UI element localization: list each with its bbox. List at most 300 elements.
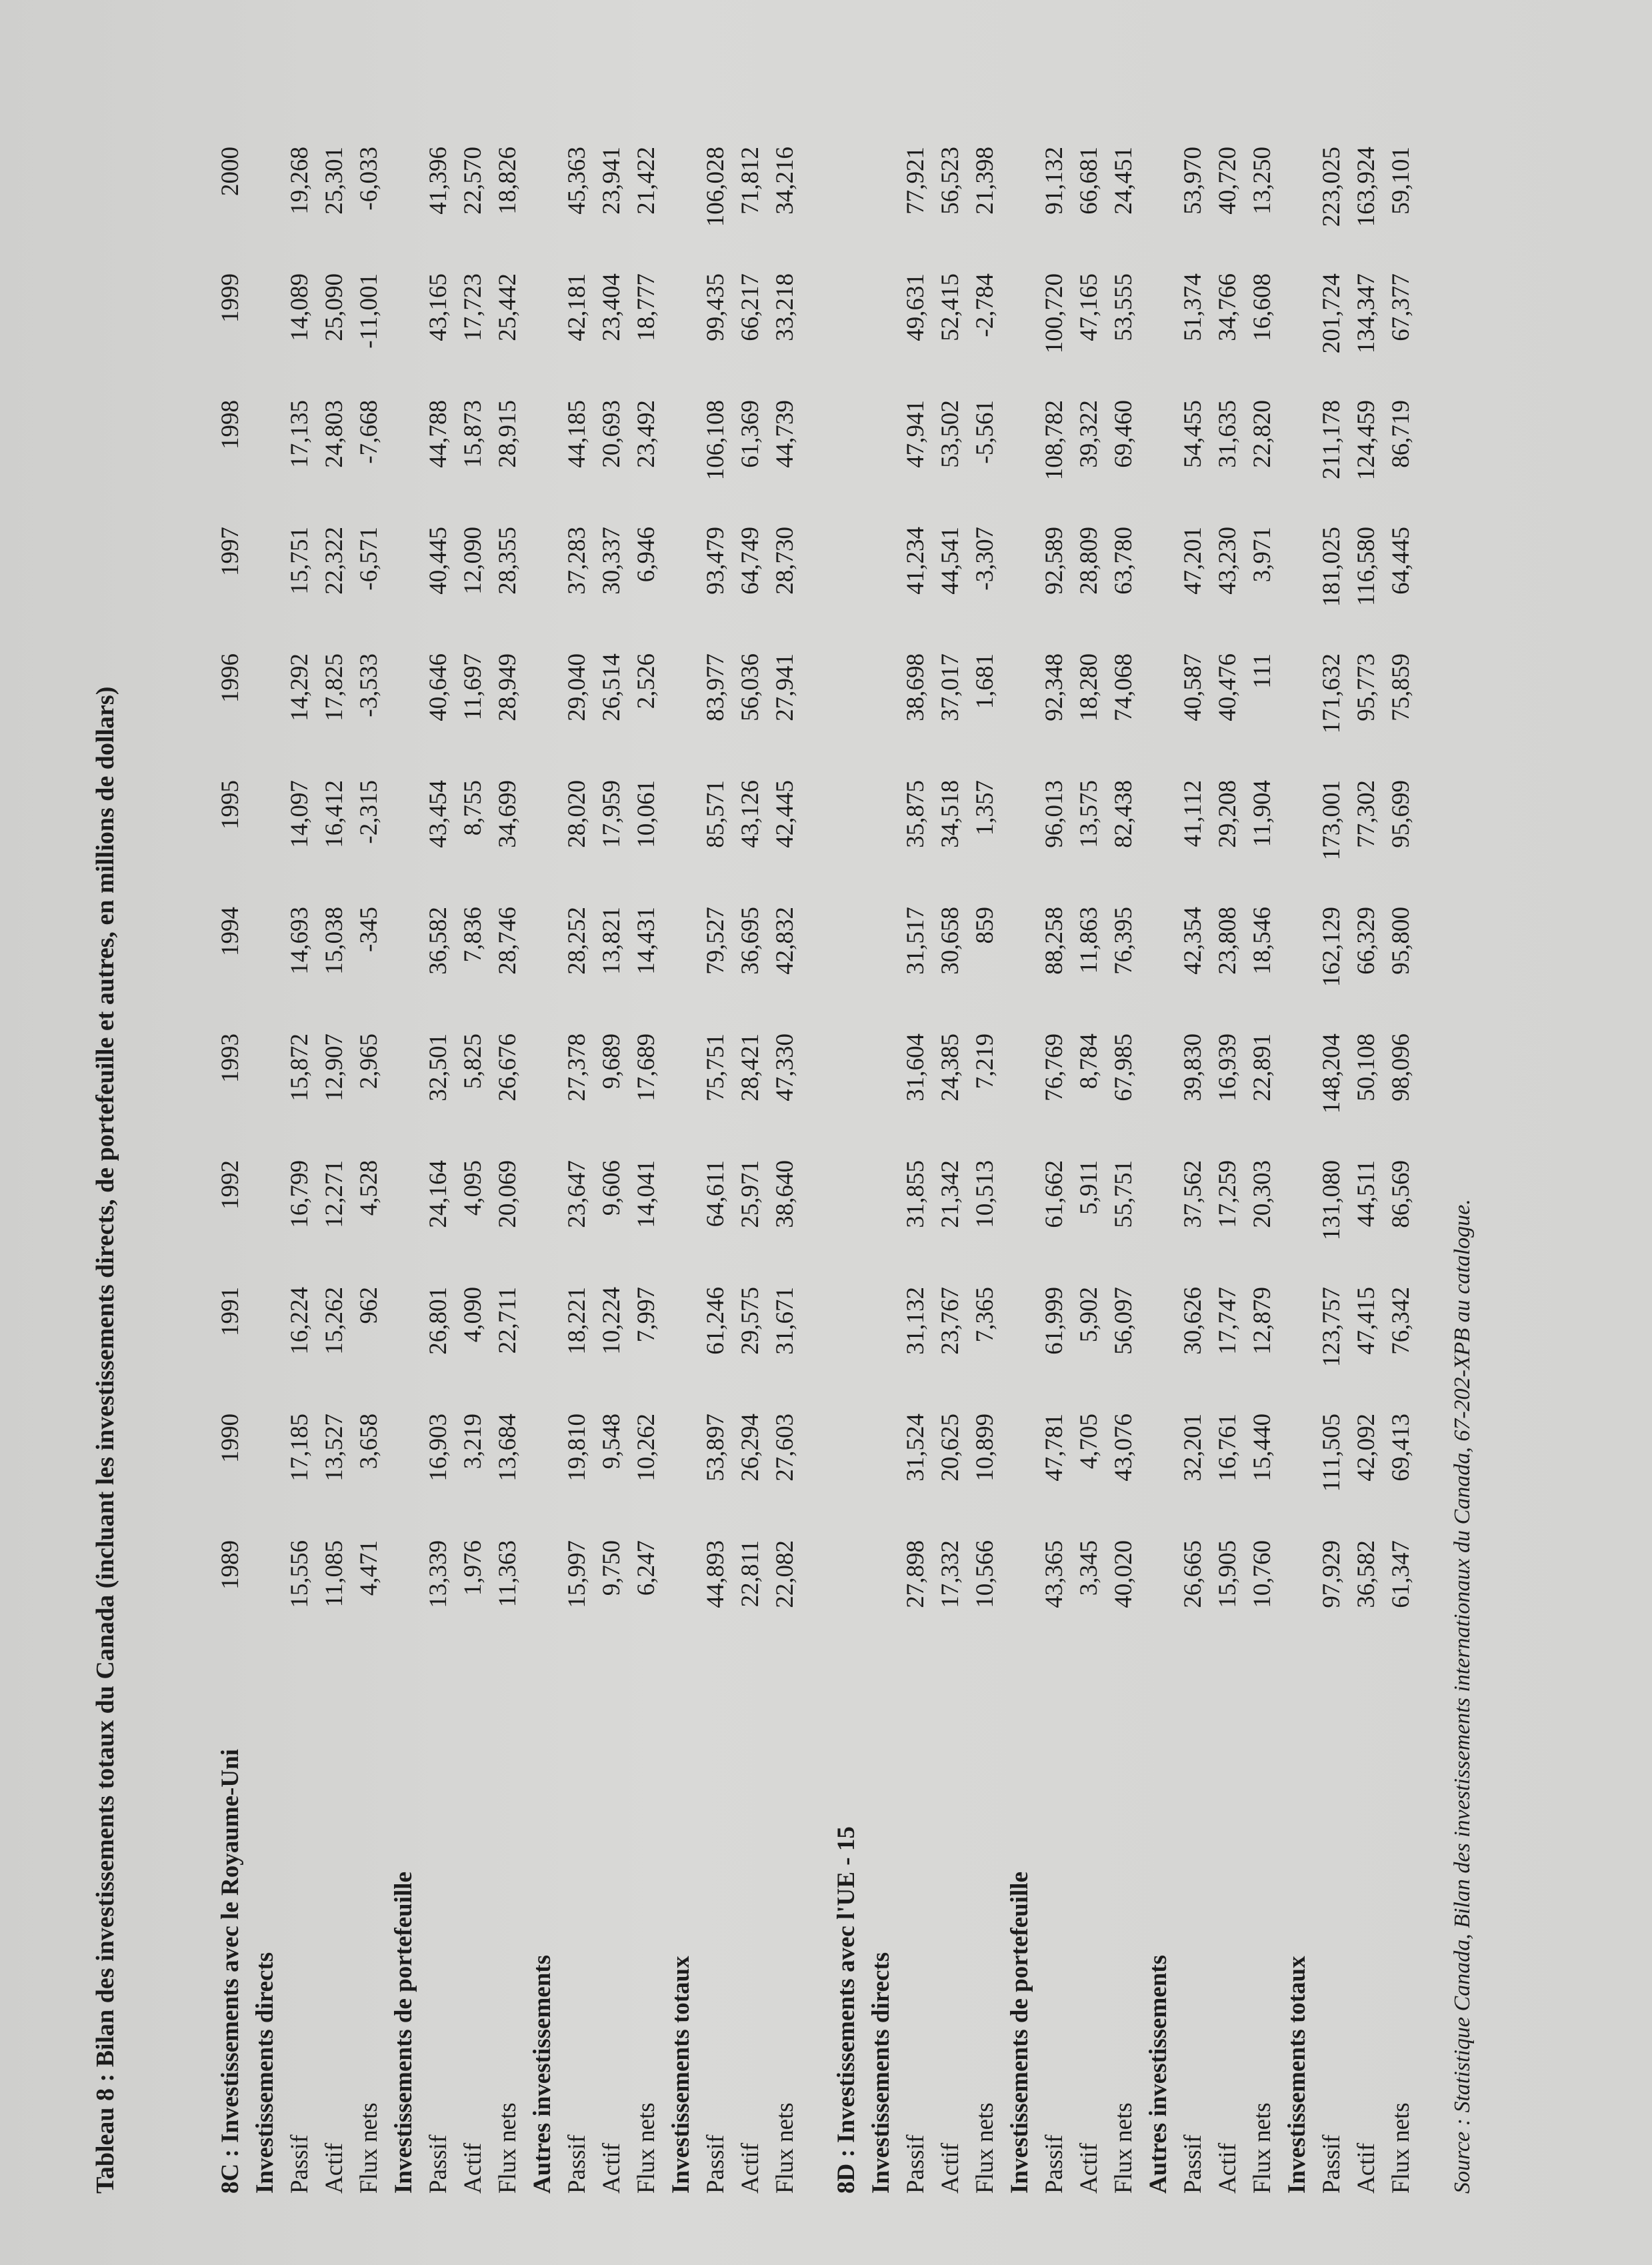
row-label: Passif [563,2134,591,2194]
value-cell: 173,001 [1318,780,1345,861]
value-cell: 30,337 [598,527,625,595]
value-cell: 12,271 [321,1160,348,1228]
value-cell: 28,949 [494,653,521,721]
value-cell: 14,292 [286,653,313,721]
value-cell: 64,445 [1387,527,1415,595]
empty-cell [829,273,864,400]
category-title: Investissements directs [867,1952,895,2194]
value-cell: 42,354 [1179,907,1207,975]
category-title: Investissements totaux [667,1956,695,2194]
value-cell: 47,415 [1353,1287,1380,1355]
value-cell: 12,879 [1249,1287,1276,1355]
value-cell: 26,665 [1179,1540,1207,1608]
value-cell: 44,739 [771,400,799,468]
value-cell: 13,339 [425,1540,452,1608]
value-cell: 31,524 [902,1414,929,1482]
value-cell: 32,501 [425,1033,452,1101]
value-cell: 22,082 [771,1540,799,1608]
value-cell: 42,445 [771,780,799,848]
value-cell: 26,294 [737,1414,764,1482]
empty-cell [829,907,864,1033]
value-cell: 23,808 [1214,907,1241,975]
value-cell: 43,365 [1041,1540,1068,1608]
category-title: Investissements de portefeuille [1006,1872,1033,2194]
value-cell: 51,374 [1179,273,1207,341]
value-cell: -3,533 [355,653,383,717]
value-cell: 24,385 [937,1033,964,1101]
value-cell: 162,129 [1318,907,1345,987]
value-cell: 4,528 [355,1160,383,1216]
value-cell: -6,033 [355,147,383,211]
year-header: 1990 [217,1414,244,1463]
value-cell: 37,562 [1179,1160,1207,1228]
value-cell: 34,518 [937,780,964,848]
year-header: 1998 [217,400,244,449]
table-row [1037,147,1072,2194]
value-cell: 42,832 [771,907,799,975]
row-label: Actif [459,2142,487,2194]
value-cell: -2,315 [355,780,383,844]
value-cell: 7,365 [971,1287,999,1343]
value-cell: -345 [355,907,383,952]
value-cell: 44,541 [937,527,964,595]
value-cell: 17,689 [633,1033,660,1101]
value-cell: -7,668 [355,400,383,464]
category-row [1141,147,1176,2194]
table-row [899,147,933,2194]
value-cell: 43,454 [425,780,452,848]
table-row [733,147,768,2194]
value-cell: 36,582 [1353,1540,1380,1608]
value-cell: 18,546 [1249,907,1276,975]
row-label: Flux nets [494,2102,521,2194]
value-cell: 31,517 [902,907,929,975]
value-cell: 66,217 [737,273,764,341]
value-cell: 9,689 [598,1033,625,1089]
value-cell: 27,941 [771,653,799,721]
value-cell: 26,514 [598,653,625,721]
value-cell: 859 [971,907,999,944]
value-cell: 29,040 [563,653,591,721]
value-cell: 22,711 [494,1287,521,1354]
value-cell: 16,224 [286,1287,313,1355]
empty-cell [829,1287,864,1414]
value-cell: 17,259 [1214,1160,1241,1228]
value-cell: 47,165 [1075,273,1103,341]
value-cell: 4,095 [459,1160,487,1216]
value-cell: 77,302 [1353,780,1380,848]
year-header: 1993 [217,1033,244,1083]
empty-cell [829,780,864,907]
value-cell: 16,939 [1214,1033,1241,1101]
value-cell: 11,863 [1075,907,1103,974]
value-cell: 20,303 [1249,1160,1276,1228]
year-header: 1992 [217,1160,244,1210]
value-cell: 53,502 [937,400,964,468]
value-cell: 92,589 [1041,527,1068,595]
value-cell: 9,548 [598,1414,625,1470]
value-cell: 4,471 [355,1540,383,1596]
value-cell: 95,699 [1387,780,1415,848]
table-row [1176,147,1211,2194]
value-cell: 12,907 [321,1033,348,1101]
value-cell: 116,580 [1353,527,1380,606]
value-cell: 41,396 [425,147,452,215]
value-cell: 47,781 [1041,1414,1068,1482]
category-row [664,147,699,2194]
category-title: Autres investissements [1145,1955,1172,2194]
row-label: Actif [1214,2142,1241,2194]
row-label: Passif [702,2134,729,2194]
value-cell: 148,204 [1318,1033,1345,1114]
category-title: Investissements directs [251,1952,279,2194]
category-title: Investissements de portefeuille [390,1872,417,2194]
value-cell: 10,760 [1249,1540,1276,1608]
value-cell: 53,970 [1179,147,1207,215]
value-cell: 61,246 [702,1287,729,1355]
row-label: Flux nets [1387,2102,1415,2194]
table-row [1107,147,1141,2194]
value-cell: 56,097 [1110,1287,1137,1355]
value-cell: 66,329 [1353,907,1380,975]
value-cell: 17,185 [286,1414,313,1482]
value-cell: 5,825 [459,1033,487,1089]
value-cell: 6,946 [633,527,660,583]
value-cell: 31,671 [771,1287,799,1355]
value-cell: 42,181 [563,273,591,341]
value-cell: 4,090 [459,1287,487,1343]
value-cell: 86,719 [1387,400,1415,468]
value-cell: 23,941 [598,147,625,215]
value-cell: 29,575 [737,1287,764,1355]
category-row [1280,147,1315,2194]
value-cell: 54,455 [1179,400,1207,468]
value-cell: 17,959 [598,780,625,848]
value-cell: 16,608 [1249,273,1276,341]
value-cell: 95,800 [1387,907,1415,975]
value-cell: 97,929 [1318,1540,1345,1608]
value-cell: 63,780 [1110,527,1137,595]
value-cell: 2,965 [355,1033,383,1089]
value-cell: 111 [1249,653,1276,689]
row-label: Actif [1353,2142,1380,2194]
value-cell: 15,440 [1249,1414,1276,1482]
value-cell: 36,582 [425,907,452,975]
value-cell: 16,799 [286,1160,313,1228]
value-cell: 24,164 [425,1160,452,1228]
value-cell: 13,527 [321,1414,348,1482]
value-cell: 40,020 [1110,1540,1137,1608]
value-cell: 14,693 [286,907,313,975]
value-cell: 20,069 [494,1160,521,1228]
value-cell: 43,076 [1110,1414,1137,1482]
value-cell: 40,587 [1179,653,1207,721]
value-cell: 11,904 [1249,780,1276,847]
value-cell: 26,801 [425,1287,452,1355]
value-cell: 19,268 [286,147,313,215]
value-cell: 22,811 [737,1540,764,1608]
value-cell: 35,875 [902,780,929,848]
value-cell: 61,347 [1387,1540,1415,1608]
value-cell: 67,377 [1387,273,1415,341]
value-cell: -11,001 [355,273,383,349]
year-header: 1999 [217,273,244,323]
value-cell: 61,369 [737,400,764,468]
value-cell: 27,603 [771,1414,799,1482]
value-cell: 21,422 [633,147,660,215]
value-cell: 131,080 [1318,1160,1345,1241]
value-cell: 31,604 [902,1033,929,1101]
value-cell: 15,556 [286,1540,313,1608]
row-label: Actif [1075,2142,1103,2194]
section-title: 8D : Investissements avec l'UE - 15 [833,1826,860,2194]
value-cell: 44,893 [702,1540,729,1608]
empty-cell [829,653,864,780]
row-label: Passif [1041,2134,1068,2194]
value-cell: 10,262 [633,1414,660,1482]
value-cell: 123,757 [1318,1287,1345,1368]
row-label: Flux nets [1249,2102,1276,2194]
value-cell: 17,332 [937,1540,964,1608]
value-cell: 17,747 [1214,1287,1241,1355]
value-cell: 40,646 [425,653,452,721]
value-cell: 79,527 [702,907,729,975]
value-cell: 106,108 [702,400,729,481]
value-cell: 10,224 [598,1287,625,1355]
value-cell: 37,017 [937,653,964,721]
value-cell: 9,750 [598,1540,625,1596]
year-header: 1994 [217,907,244,956]
row-label: Passif [1179,2134,1207,2194]
year-header: 2000 [217,147,244,196]
rotated-content [87,107,1540,2194]
value-cell: 3,971 [1249,527,1276,583]
value-cell: 40,720 [1214,147,1241,215]
value-cell: 66,681 [1075,147,1103,215]
value-cell: 14,089 [286,273,313,341]
value-cell: 3,345 [1075,1540,1103,1596]
value-cell: 96,013 [1041,780,1068,848]
row-label: Actif [737,2142,764,2194]
value-cell: 18,777 [633,273,660,341]
value-cell: 56,036 [737,653,764,721]
row-label: Passif [902,2134,929,2194]
table-title: Tableau 8 : Bilan des investissements totaux du Canada (incluant les investissements directs, de portefeuille et autres, en millions de dollars) [91,686,119,2194]
value-cell: 43,126 [737,780,764,848]
value-cell: 11,363 [494,1540,521,1608]
value-cell: 13,575 [1075,780,1103,848]
row-label: Actif [937,2142,964,2194]
category-row [864,147,899,2194]
category-row [525,147,560,2194]
value-cell: 16,903 [425,1414,452,1482]
value-cell: -2,784 [971,273,999,337]
value-cell: 27,378 [563,1033,591,1101]
value-cell: 171,632 [1318,653,1345,734]
empty-cell [829,1540,864,1667]
empty-cell [829,1414,864,1540]
table-row [1072,147,1107,2194]
value-cell: 49,631 [902,273,929,341]
value-cell: 13,821 [598,907,625,975]
value-cell: 61,999 [1041,1287,1068,1355]
value-cell: 23,647 [563,1160,591,1228]
value-cell: 13,684 [494,1414,521,1482]
value-cell: 44,511 [1353,1160,1380,1228]
value-cell: 61,662 [1041,1160,1068,1228]
value-cell: 8,755 [459,780,487,836]
value-cell: 962 [355,1287,383,1324]
value-cell: 47,201 [1179,527,1207,595]
value-cell: 108,782 [1041,400,1068,481]
value-cell: 7,997 [633,1287,660,1343]
value-cell: 95,773 [1353,653,1380,721]
year-header: 1996 [217,653,244,703]
value-cell: 8,784 [1075,1033,1103,1089]
value-cell: 15,997 [563,1540,591,1608]
value-cell: 11,697 [459,653,487,721]
value-cell: 59,101 [1387,147,1415,215]
value-cell: 64,749 [737,527,764,595]
value-cell: 22,891 [1249,1033,1276,1101]
value-cell: 9,606 [598,1160,625,1216]
investment-table [213,147,1419,2194]
value-cell: 29,208 [1214,780,1241,848]
value-cell: 83,977 [702,653,729,721]
value-cell: 28,252 [563,907,591,975]
value-cell: 15,038 [321,907,348,975]
value-cell: 28,355 [494,527,521,595]
value-cell: 11,085 [321,1540,348,1608]
value-cell: 41,234 [902,527,929,595]
row-label: Passif [286,2134,313,2194]
value-cell: 64,611 [702,1160,729,1228]
value-cell: 71,812 [737,147,764,215]
section-header-row [213,147,248,2194]
row-label: Flux nets [971,2102,999,2194]
value-cell: 92,348 [1041,653,1068,721]
spacer-cell [803,147,829,2194]
value-cell: 30,626 [1179,1287,1207,1355]
value-cell: 6,247 [633,1540,660,1596]
value-cell: 18,280 [1075,653,1103,721]
value-cell: 75,859 [1387,653,1415,721]
value-cell: -3,307 [971,527,999,591]
table-row [491,147,525,2194]
value-cell: 22,322 [321,527,348,595]
row-label: Actif [598,2142,625,2194]
value-cell: 181,025 [1318,527,1345,607]
value-cell: 98,096 [1387,1033,1415,1101]
value-cell: 25,971 [737,1160,764,1228]
value-cell: 34,699 [494,780,521,848]
value-cell: 16,761 [1214,1414,1241,1482]
value-cell: 7,836 [459,907,487,963]
value-cell: 33,218 [771,273,799,341]
row-label: Flux nets [771,2102,799,2194]
value-cell: 69,413 [1387,1414,1415,1482]
category-title: Autres investissements [529,1955,556,2194]
value-cell: 93,479 [702,527,729,595]
value-cell: 124,459 [1353,400,1380,481]
value-cell: 52,415 [937,273,964,341]
value-cell: 211,178 [1318,400,1345,479]
value-cell: 25,301 [321,147,348,215]
value-cell: 24,803 [321,400,348,468]
value-cell: 67,985 [1110,1033,1137,1101]
row-label: Flux nets [1110,2102,1137,2194]
table-row [1349,147,1384,2194]
value-cell: 18,221 [563,1287,591,1355]
value-cell: 47,941 [902,400,929,468]
value-cell: 13,250 [1249,147,1276,215]
value-cell: 12,090 [459,527,487,595]
value-cell: 106,028 [702,147,729,227]
value-cell: 28,730 [771,527,799,595]
table-row [699,147,733,2194]
year-header: 1997 [217,527,244,576]
section-header-row [829,147,864,2194]
row-label: Passif [1318,2134,1345,2194]
value-cell: 25,442 [494,273,521,341]
value-cell: 15,873 [459,400,487,468]
value-cell: 20,625 [937,1414,964,1482]
value-cell: 50,108 [1353,1033,1380,1101]
value-cell: 99,435 [702,273,729,341]
value-cell: 43,230 [1214,527,1241,595]
table-row [629,147,664,2194]
value-cell: 27,898 [902,1540,929,1608]
value-cell: 24,451 [1110,147,1137,215]
value-cell: 28,746 [494,907,521,975]
empty-cell [829,527,864,653]
row-label: Passif [425,2134,452,2194]
value-cell: 163,924 [1353,147,1380,227]
value-cell: 45,363 [563,147,591,215]
value-cell: 55,751 [1110,1160,1137,1228]
value-cell: 31,635 [1214,400,1241,468]
value-cell: 10,899 [971,1414,999,1482]
value-cell: 28,915 [494,400,521,468]
value-cell: 44,788 [425,400,452,468]
value-cell: 23,767 [937,1287,964,1355]
table-row [1245,147,1280,2194]
empty-cell [829,400,864,527]
table-row [283,147,317,2194]
value-cell: 20,693 [598,400,625,468]
table-row [768,147,803,2194]
value-cell: 85,571 [702,780,729,848]
category-row [248,147,283,2194]
value-cell: 15,262 [321,1287,348,1355]
value-cell: 14,431 [633,907,660,975]
row-label: Actif [321,2142,348,2194]
value-cell: 88,258 [1041,907,1068,975]
value-cell: 14,041 [633,1160,660,1228]
value-cell: 23,492 [633,400,660,468]
value-cell: 134,347 [1353,273,1380,354]
value-cell: -5,561 [971,400,999,464]
value-cell: 36,695 [737,907,764,975]
value-cell: 34,216 [771,147,799,215]
value-cell: 22,570 [459,147,487,215]
value-cell: 18,826 [494,147,521,215]
empty-cell [829,147,864,273]
value-cell: 41,112 [1179,780,1207,847]
value-cell: 17,135 [286,400,313,468]
value-cell: 43,165 [425,273,452,341]
value-cell: 1,976 [459,1540,487,1596]
